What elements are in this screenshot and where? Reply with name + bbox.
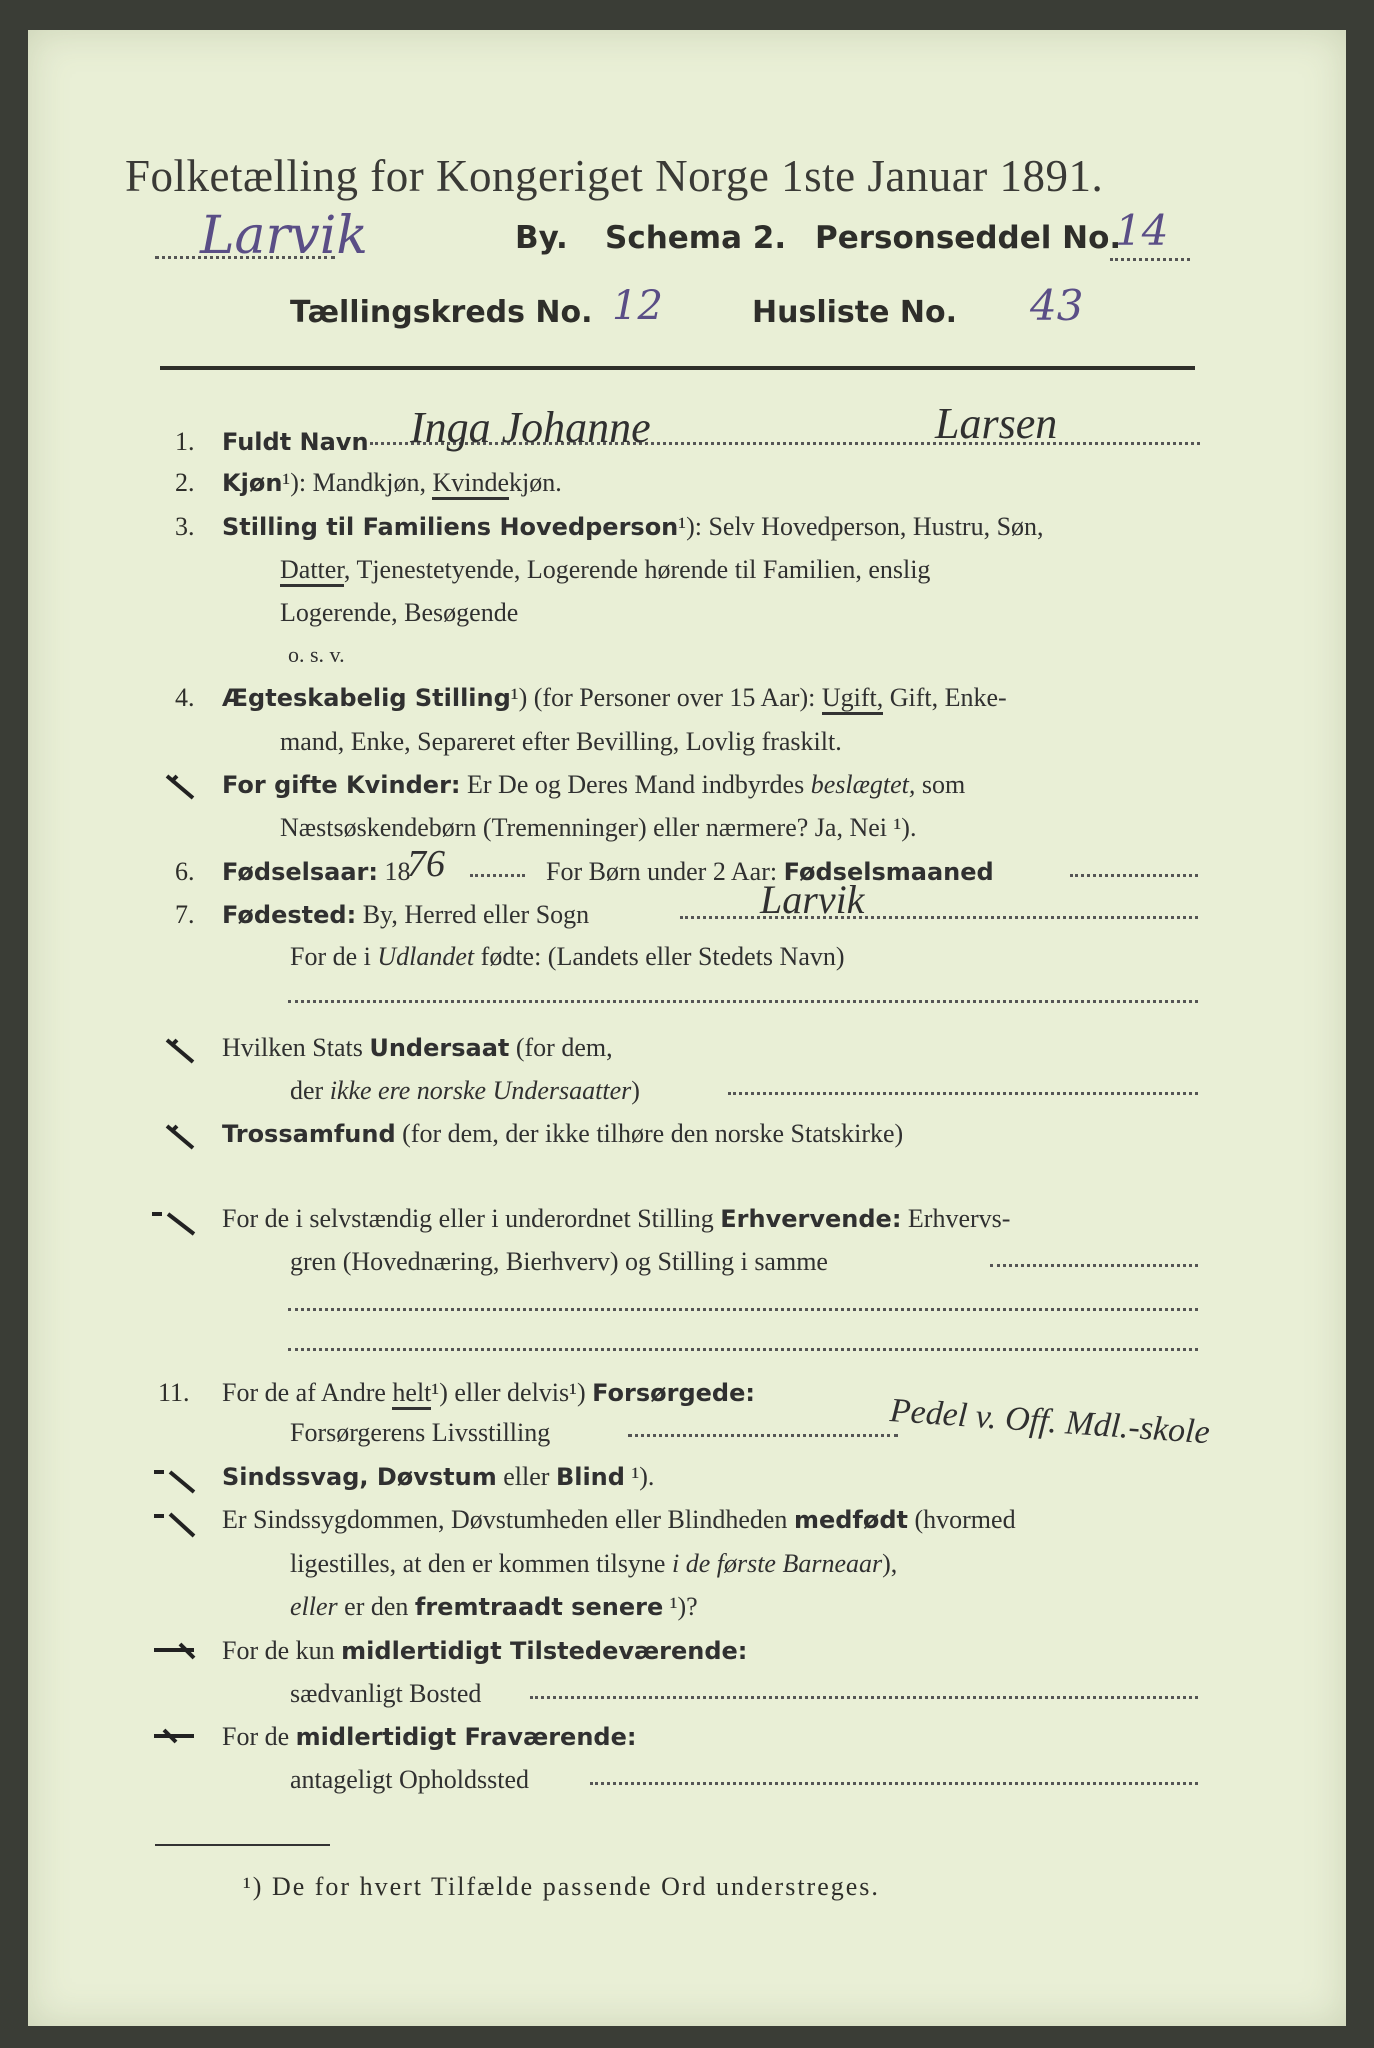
item-6-maaned-dots	[1070, 872, 1198, 877]
item-13-line-1	[222, 1505, 1016, 1535]
item-13-line-3	[290, 1592, 698, 1622]
item-14-crossed-number-mark	[150, 1640, 198, 1670]
item-6-prefix: 18	[378, 857, 411, 886]
item-12-line	[222, 1462, 654, 1492]
item-9-label: Trossamfund	[222, 1120, 396, 1148]
item-10-erhvervende: Erhvervende:	[720, 1205, 902, 1233]
item-13-medfodt: medfødt	[793, 1506, 908, 1534]
item-2-text	[222, 468, 562, 498]
item-3-line-1	[222, 512, 1044, 542]
item-15-text-1a: For de	[222, 1722, 296, 1751]
city-handwritten: Larvik	[200, 206, 368, 266]
item-1-first-names: Inga Johanne	[410, 403, 651, 452]
item-13-text-2a: ligestilles, at den er kommen tilsyne	[290, 1549, 672, 1578]
personseddel-dotted-line	[1110, 256, 1190, 261]
item-11-occupation-handwritten: Pedel v. Off. Mdl.-skole	[888, 1392, 1211, 1452]
item-3-label: Stilling til Familiens Hovedperson	[222, 513, 679, 541]
husliste-label: Husliste No.	[752, 295, 957, 330]
item-7-line-1	[222, 900, 589, 930]
schema-label: Schema 2.	[605, 220, 787, 256]
item-13-crossed-number-mark	[150, 1510, 198, 1540]
item-12-blind: Blind	[555, 1463, 625, 1491]
item-13-text-2b: ),	[882, 1549, 898, 1578]
by-label: By.	[515, 220, 568, 256]
item-8-line-2	[290, 1076, 640, 1106]
item-14-line-1	[222, 1636, 747, 1666]
item-5-line-2: Næstsøskendebørn (Tremenninger) eller nærmere? Ja, Nei ¹).	[280, 813, 917, 842]
item-1-number: 1.	[175, 427, 195, 456]
item-10-dotted-line-2	[288, 1306, 1198, 1311]
item-14-dotted-line	[530, 1694, 1198, 1699]
header-row	[125, 206, 1235, 272]
item-10-text-1a: For de i selvstændig eller i underordnet Stilling	[222, 1204, 721, 1233]
item-4-line-2: mand, Enke, Separeret efter Bevilling, Lovlig fraskilt.	[280, 727, 842, 756]
item-3-options-2: , Tjenestetyende, Logerende hørende til Familien, enslig	[343, 555, 931, 584]
item-3-line-3: Logerende, Besøgende	[280, 598, 519, 627]
item-2-number: 2.	[175, 468, 195, 497]
item-8-text-2a: der	[290, 1076, 330, 1105]
item-2-tail: kjøn.	[509, 468, 562, 497]
header-rule	[160, 366, 1195, 370]
item-7-label: Fødested:	[222, 901, 357, 929]
item-11-text-1a: For de af Andre	[222, 1378, 393, 1407]
kreds-number: 12	[612, 283, 663, 329]
item-10-line-1	[222, 1204, 1010, 1234]
item-7-text-2a: For de i	[290, 942, 378, 971]
item-12-crossed-number-mark	[150, 1466, 198, 1496]
item-10-line-2: gren (Hovednæring, Bierhverv) og Stilling i samme	[290, 1247, 828, 1276]
item-7-udlandet: Udlandet	[377, 942, 475, 971]
item-6-maaned: Fødselsmaaned	[783, 858, 994, 886]
item-8-line-1	[222, 1033, 613, 1063]
item-7-dotted-line	[680, 914, 1198, 919]
item-14-bold: midlertidigt Tilstedeværende:	[341, 1637, 748, 1665]
item-4-line-1	[222, 683, 1007, 713]
item-13-eller: eller	[290, 1592, 338, 1621]
item-5-crossed-number-mark	[163, 772, 197, 802]
item-5-line-1	[222, 770, 965, 800]
item-14-line-2: sædvanligt Bosted	[290, 1679, 482, 1708]
kreds-label: Tællingskreds No.	[290, 295, 593, 330]
item-8-text-1b: (for dem,	[509, 1033, 613, 1062]
item-4-label: Ægteskabelig Stilling	[222, 684, 511, 712]
item-15-bold: midlertidigt Fraværende:	[295, 1723, 637, 1751]
item-15-line-1	[222, 1722, 636, 1752]
item-13-line-2	[290, 1549, 897, 1579]
item-2-kvinde-underlined: Kvinde	[432, 468, 509, 500]
item-13-text-1b: (hvormed	[907, 1505, 1016, 1534]
item-6-number: 6.	[175, 857, 195, 886]
item-5-beslaegtet: beslægtet,	[810, 770, 916, 799]
item-2-options: ¹): Mandkjøn,	[282, 468, 433, 497]
item-9-text: (for dem, der ikke tilhøre den norske Statskirke)	[395, 1119, 904, 1148]
item-3-options-1: ¹): Selv Hovedperson, Hustru, Søn,	[678, 512, 1044, 541]
item-3-datter-underlined: Datter	[280, 555, 344, 587]
item-5-text-1b: som	[915, 770, 966, 799]
item-6-label: Fødselsaar:	[222, 858, 378, 886]
item-10-crossed-number-mark	[148, 1208, 198, 1238]
personseddel-label: Personseddel No.	[815, 220, 1122, 256]
item-8-text-1a: Hvilken Stats	[222, 1033, 370, 1062]
item-8-text-2b: )	[631, 1076, 640, 1105]
item-1-label: Fuldt Navn	[222, 428, 369, 456]
item-7-place-handwritten: Larvik	[760, 877, 865, 922]
item-9-crossed-number-mark	[163, 1122, 197, 1152]
item-2-label: Kjøn	[222, 469, 283, 497]
item-13-text-3a: er den	[337, 1592, 415, 1621]
personseddel-number: 14	[1115, 206, 1169, 255]
form-title: Folketælling for Kongeriget Norge 1ste Januar 1891.	[125, 151, 1104, 201]
item-3-number: 3.	[175, 512, 195, 541]
item-8-undersaat: Undersaat	[369, 1034, 510, 1062]
item-12-label: Sindssvag, Døvstum	[222, 1463, 497, 1491]
footnote: ¹) De for hvert Tilfælde passende Ord understreges.	[243, 1872, 880, 1901]
item-6-year-handwritten: 76	[407, 843, 445, 885]
item-11-helt-underlined: helt	[392, 1378, 431, 1410]
item-15-dotted-line	[590, 1780, 1198, 1785]
item-3-line-2	[280, 555, 930, 585]
item-7-blank-line	[288, 998, 1198, 1003]
item-13-fremtraadt: fremtraadt senere	[414, 1593, 664, 1621]
item-8-crossed-number-mark	[163, 1036, 197, 1066]
item-10-text-1b: Erhvervs-	[901, 1204, 1011, 1233]
kreds-row	[290, 281, 1090, 335]
item-11-forsorgede: Forsørgede:	[592, 1379, 755, 1407]
item-15-crossed-number-mark	[150, 1726, 198, 1756]
item-1-surname: Larsen	[935, 399, 1058, 448]
item-5-text-1a: Er De og Deres Mand indbyrdes	[460, 770, 811, 799]
item-13-text-3b: ¹)?	[663, 1592, 698, 1621]
item-3-line-4: o. s. v.	[288, 642, 345, 667]
item-7-text-2b: fødte: (Landets eller Stedets Navn)	[474, 942, 845, 971]
item-4-text-1: ¹) (for Personer over 15 Aar):	[510, 683, 822, 712]
item-11-text-1b: ¹) eller delvis¹)	[431, 1378, 593, 1407]
item-13-text-2-italic: i de første Barneaar	[671, 1549, 883, 1578]
husliste-number: 43	[1030, 281, 1084, 330]
item-10-dotted-line-3	[288, 1346, 1198, 1351]
footnote-rule	[155, 1844, 330, 1846]
item-6-year-dots	[470, 872, 525, 877]
item-11-line-1	[222, 1378, 755, 1408]
item-11-number: 11.	[158, 1378, 190, 1407]
item-4-text-1b: Gift, Enke-	[883, 683, 1007, 712]
item-14-text-1a: For de kun	[222, 1636, 342, 1665]
item-12-tail: ¹).	[624, 1462, 655, 1491]
item-6-child-label: For Børn under 2 Aar:	[546, 857, 784, 886]
item-4-number: 4.	[175, 683, 195, 712]
item-12-text: eller	[496, 1462, 556, 1491]
item-6-line	[222, 857, 411, 887]
item-8-dotted-line	[728, 1090, 1198, 1095]
item-4-ugift-underlined: Ugift,	[822, 683, 883, 715]
item-7-number: 7.	[175, 900, 195, 929]
item-10-dotted-line-1	[990, 1262, 1198, 1267]
item-15-line-2: antageligt Opholdssted	[290, 1765, 530, 1794]
item-11-line-2: Forsørgerens Livsstilling	[290, 1418, 551, 1447]
item-7-text-1: By, Herred eller Sogn	[356, 900, 590, 929]
item-7-line-2	[290, 942, 845, 972]
item-13-text-1a: Er Sindssygdommen, Døvstumheden eller Blindheden	[222, 1505, 794, 1534]
item-9-line	[222, 1119, 903, 1149]
item-11-dotted-line	[628, 1432, 898, 1437]
item-5-label: For gifte Kvinder:	[222, 771, 461, 799]
item-8-text-2-italic: ikke ere norske Undersaatter	[329, 1076, 632, 1105]
